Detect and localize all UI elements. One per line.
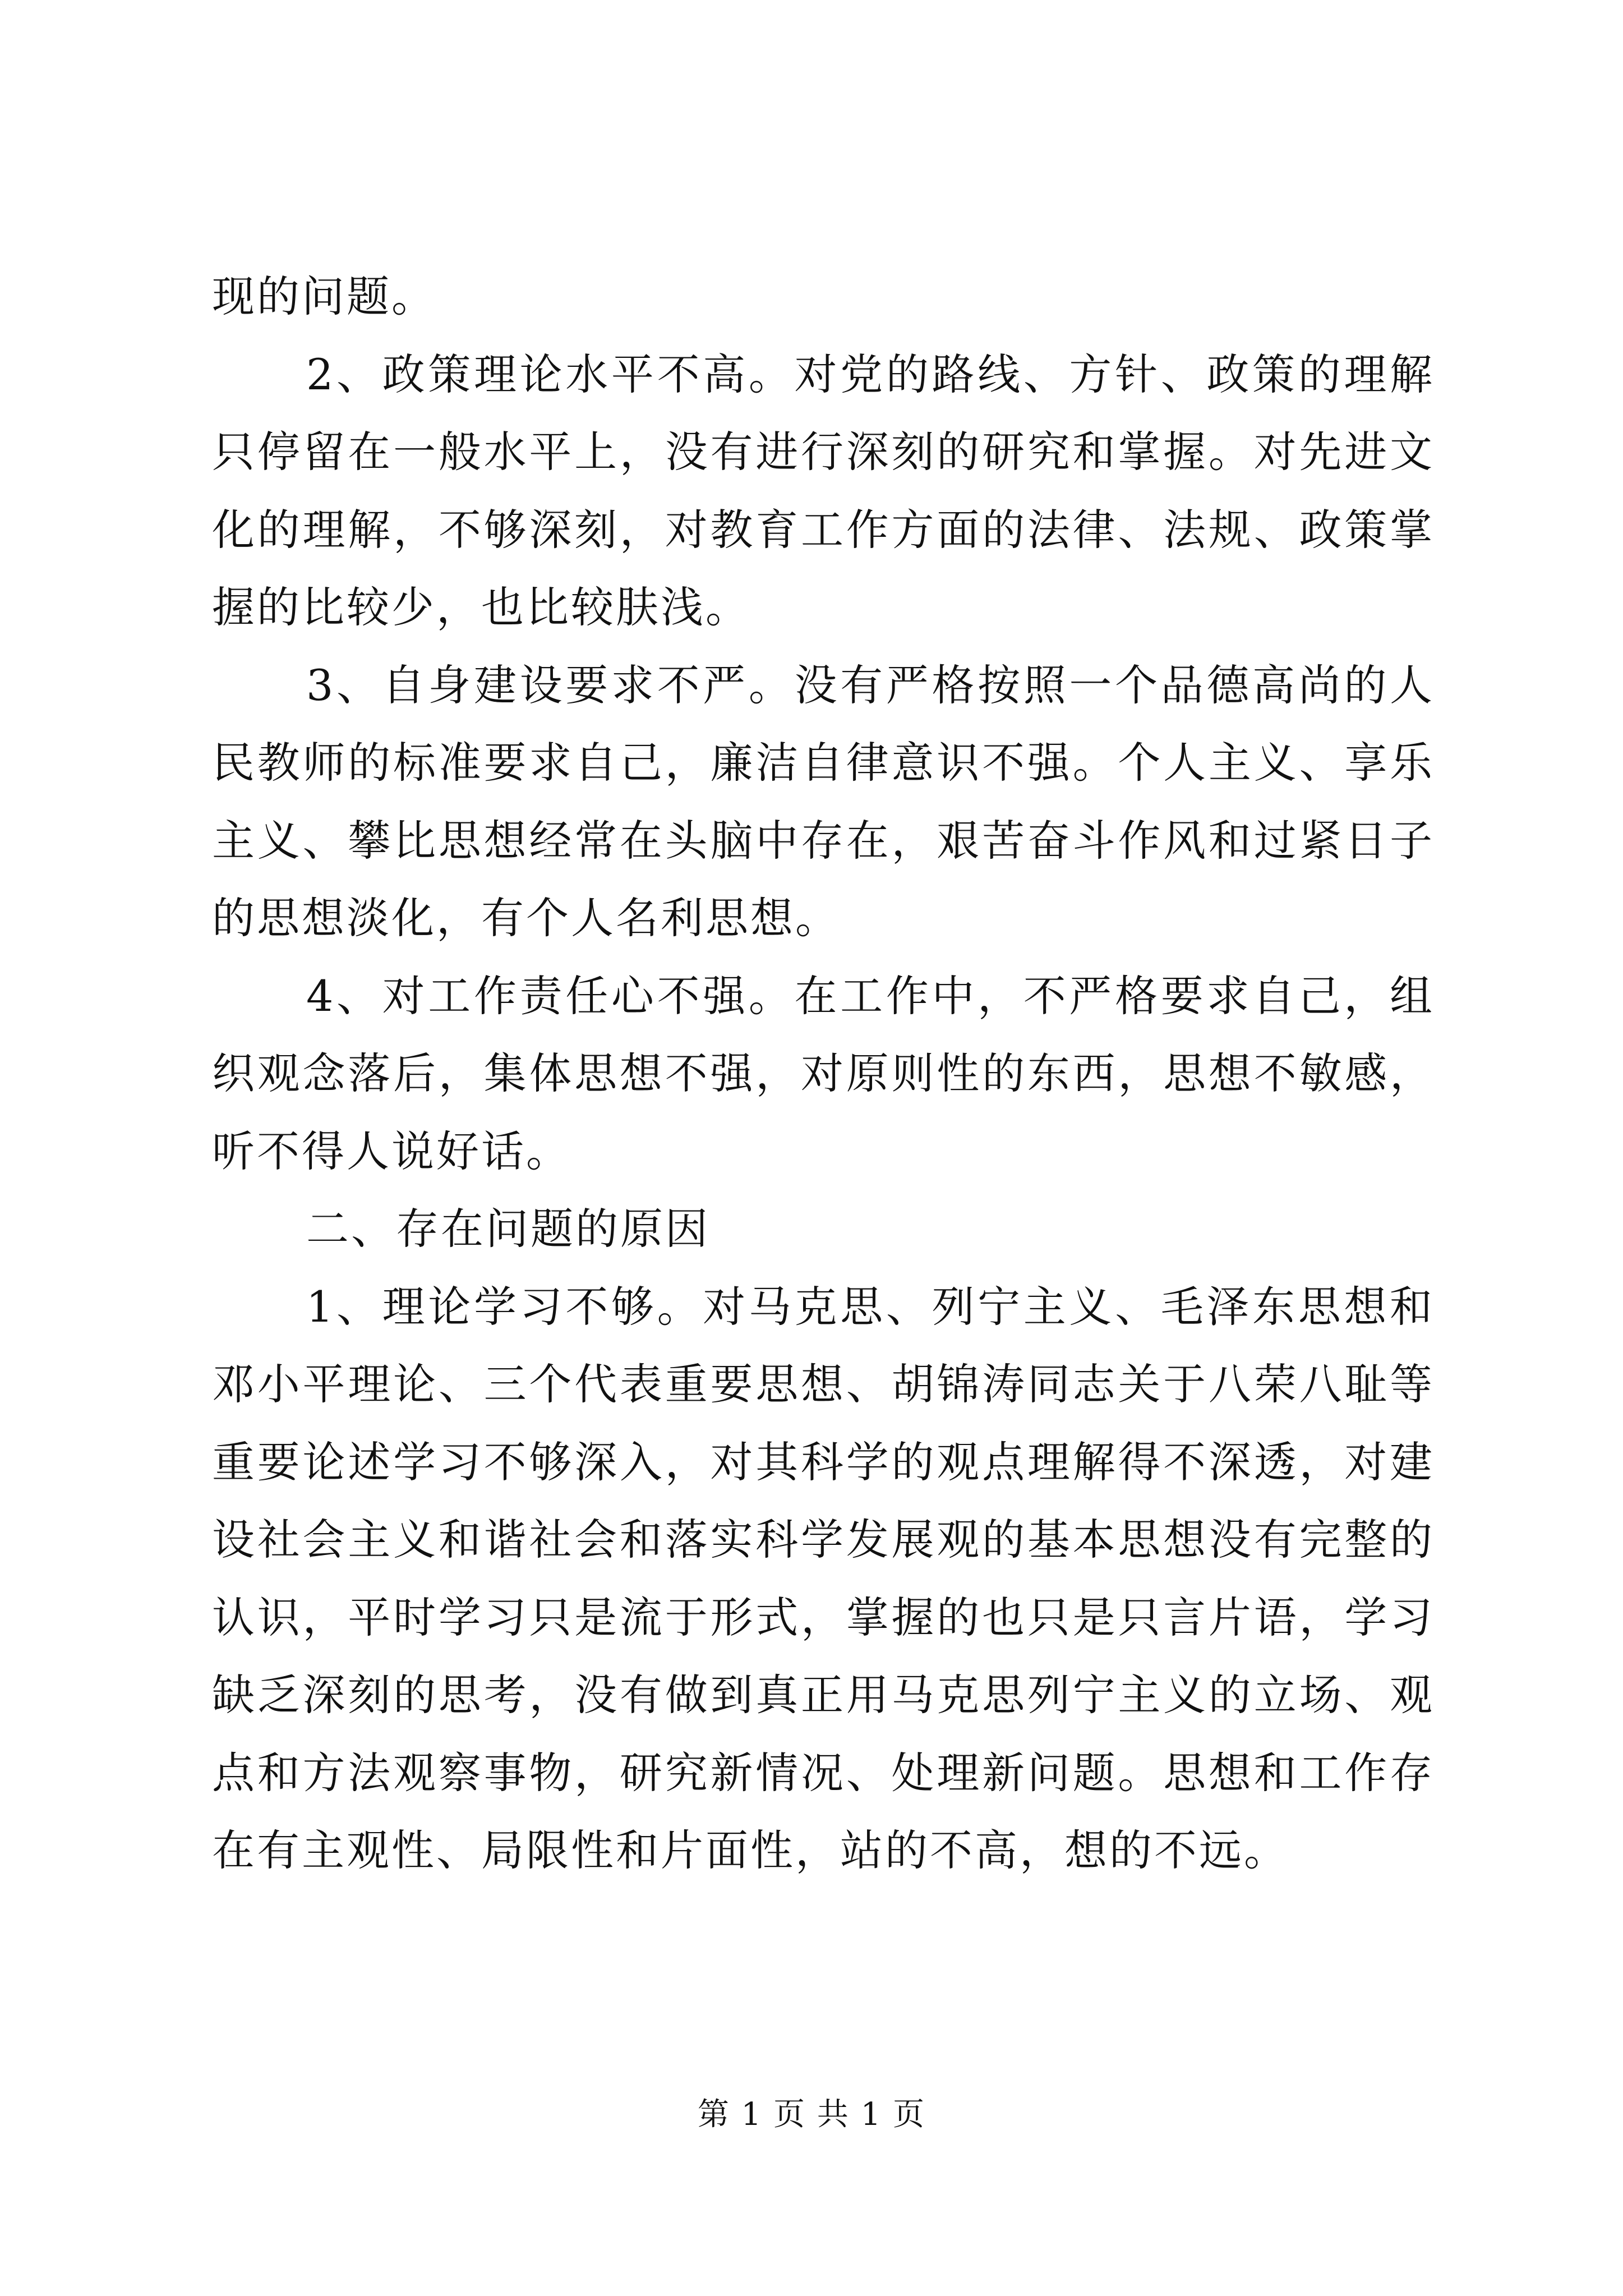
page-footer: 第 1 页 共 1 页 bbox=[697, 2096, 926, 2133]
paragraph-continuation: 现的问题。 bbox=[212, 272, 436, 321]
paragraph-theory-study: 1、理论学习不够。对马克思、列宁主义、毛泽东思想和邓小平理论、三个代表重要思想、胡锦涛同志关于八荣八耻等重要论述学习不够深入，对其科学的观点理解得不深透，对建设社会主义和谐社会和落实科学发展观的基本思想没有完整的认识，平时学习只是流于形式，掌握的也只是只言片语，学习缺乏深刻的思考，没有做到真正用马克思列宁主义的立场、观点和方法观察事物，研究新情况、处理新问题。思想和工作存在有主观性、局限性和片面性，站的不高，想的不远。 bbox=[212, 1281, 1435, 1875]
paragraph-work-responsibility: 4、对工作责任心不强。在工作中，不严格要求自己，组织观念落后，集体思想不强，对原则性的东西，思想不敏感，听不得人说好话。 bbox=[212, 970, 1435, 1176]
document-body bbox=[212, 258, 1435, 1890]
section-heading-causes: 二、存在问题的原因 bbox=[306, 1204, 710, 1254]
paragraph-self-discipline: 3、自身建设要求不严。没有严格按照一个品德高尚的人民教师的标准要求自己，廉洁自律意识不强。个人主义、享乐主义、攀比思想经常在头脑中存在，艰苦奋斗作风和过紧日子的思想淡化，有个人名利思想。 bbox=[212, 660, 1435, 943]
paragraph-policy-theory: 2、政策理论水平不高。对党的路线、方针、政策的理解只停留在一般水平上，没有进行深刻的研究和掌握。对先进文化的理解，不够深刻，对教育工作方面的法律、法规、政策掌握的比较少，也比较肤浅。 bbox=[212, 349, 1435, 632]
